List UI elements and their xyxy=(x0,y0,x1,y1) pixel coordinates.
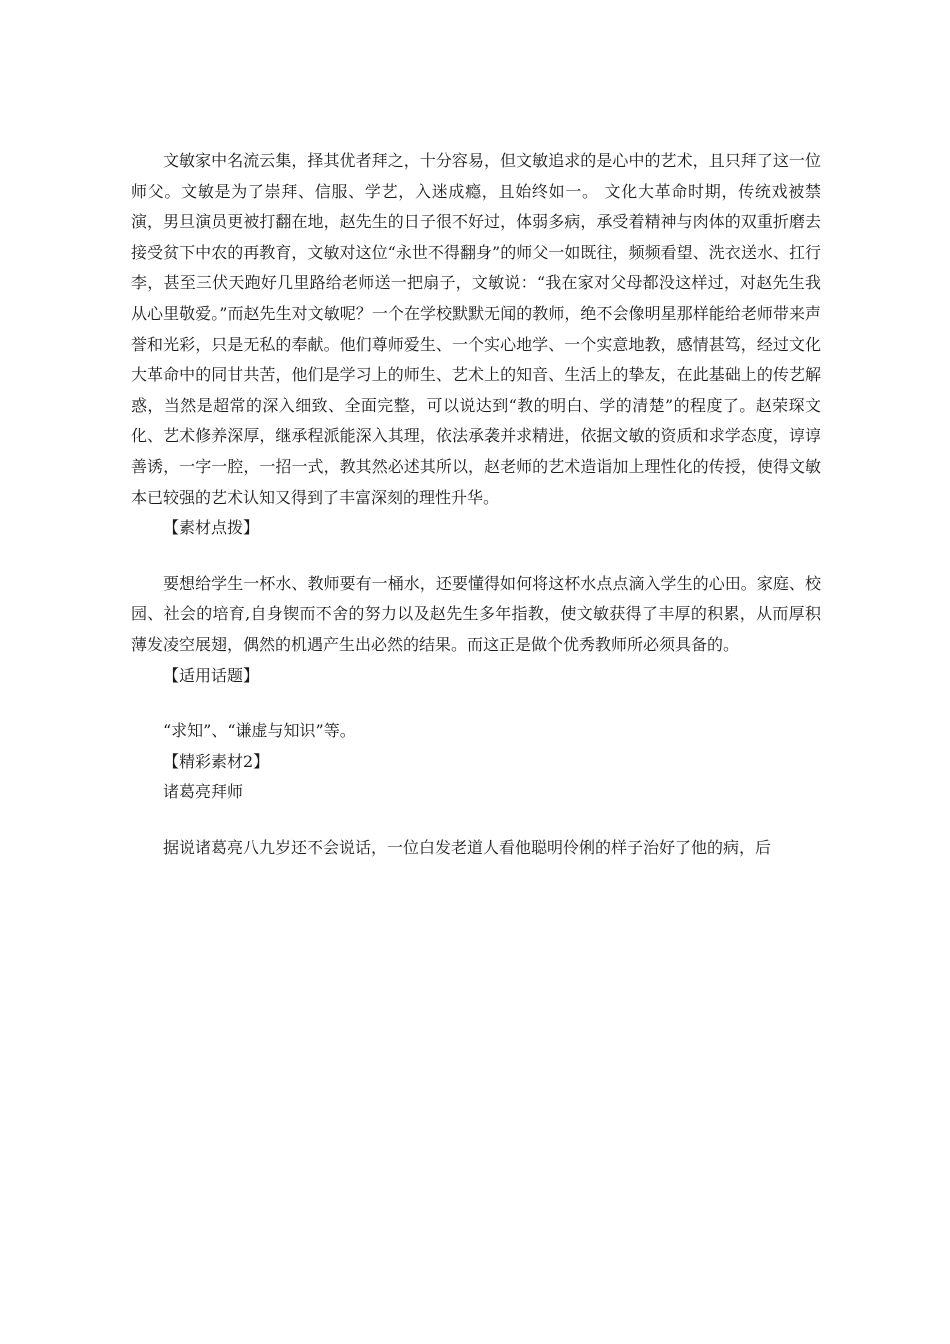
section-subtitle: 诸葛亮拜师 xyxy=(163,782,244,802)
heading-applicable-topics: 【适用话题】 xyxy=(163,665,260,685)
heading-material-tips: 【素材点拨】 xyxy=(163,518,260,538)
heading-material-2: 【精彩素材2】 xyxy=(163,751,270,771)
paragraph-zhuge-liang: 据说诸葛亮八九岁还不会说话，一位白发老道人看他聪明伶俐的样子治好了他的病，后 xyxy=(163,837,772,857)
paragraph-applicable-topics: “求知”、“谦虚与知识”等。 xyxy=(163,721,356,741)
document-body xyxy=(131,146,821,863)
paragraph-wenmin-story: 文敏家中名流云集，择其优者拜之，十分容易，但文敏追求的是心中的艺术，且只拜了这一位师父。文敏是为了崇拜、信服、学艺，入迷成瘾，且始终如一。 文化大革命时期，传统戏被禁演，男旦演员更被打翻在地，赵先生的日子很不好过，体弱多病，承受着精神与肉体的双重折磨去接受贫下中农的再教育，文敏对这位“永世不得翻身”的师父一如既往，频频看望、洗衣送水、扛行李，甚至三伏天跑好几里路给老师送一把扇子，文敏说：“我在家对父母都没这样过，对赵先生我从心里敬爱。”而赵先生对文敏呢？一个在学校默默无闻的教师，绝不会像明星那样能给老师带来声誉和光彩，只是无私的奉献。他们尊师爱生、一个实心地学、一个实意地教，感情甚笃，经过文化大革命中的同甘共苦，他们是学习上的师生、艺术上的知音、生活上的挚友，在此基础上的传艺解惑，当然是超常的深入细致、全面完整，可以说达到“教的明白、学的清楚”的程度了。赵荣琛文化、艺术修养深厚，继承程派能深入其理，依法承袭并求精进，依据文敏的资质和求学态度，谆谆善诱，一字一腔，一招一式，教其然必述其所以，赵老师的艺术造诣加上理性化的传授，使得文敏本已较强的艺术认知又得到了丰富深刻的理性升华。 xyxy=(131,151,821,507)
paragraph-material-tips: 要想给学生一杯水、教师要有一桶水，还要懂得如何将这杯水点点滴入学生的心田。家庭、校园、社会的培育,自身锲而不舍的努力以及赵先生多年指教，使文敏获得了丰厚的积累，从而厚积薄发凌空展翅，偶然的机遇产生出必然的结果。而这正是做个优秀教师所必须具备的。 xyxy=(131,573,821,654)
